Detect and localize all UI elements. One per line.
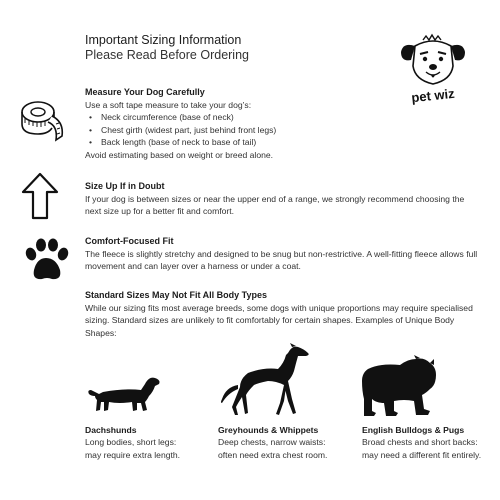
section-comfort	[85, 235, 480, 273]
body-shape-greyhound	[218, 424, 343, 461]
section-heading: Standard Sizes May Not Fit All Body Types	[85, 290, 268, 300]
shape-line: Deep chests, narrow waists:	[218, 437, 326, 448]
logo-text: pet wiz	[410, 85, 456, 106]
tape-measure-icon	[18, 96, 68, 144]
bulldog-silhouette	[360, 355, 438, 417]
list-item: • Neck circumference (base of neck)	[97, 111, 480, 124]
page-title: Important Sizing Information	[85, 33, 242, 47]
section-measure	[85, 86, 480, 162]
shape-title: Dachshunds	[85, 425, 137, 435]
section-body: The fleece is slightly stretchy and designed to be snug but non-restrictive. A well-fitting fleece allows full movement and can layer over a harness or under a coat.	[85, 248, 478, 272]
paw-print-icon	[22, 238, 70, 282]
section-heading: Measure Your Dog Carefully	[85, 87, 205, 97]
body-shape-bulldog	[362, 424, 492, 461]
section-outro: Avoid estimating based on weight or breed alone.	[85, 149, 274, 160]
greyhound-silhouette	[218, 341, 312, 419]
measurement-list	[85, 111, 480, 149]
list-item: • Chest girth (widest part, just behind front legs)	[97, 124, 480, 137]
shape-line: Long bodies, short legs:	[85, 437, 177, 448]
section-heading: Size Up If in Doubt	[85, 181, 165, 191]
section-body: While our sizing fits most average breeds, some dogs with unique proportions may require specialised sizing. Standard sizes are unlikely to fit comfortably for certain shapes. Examples of Unique Body Shapes:	[85, 302, 473, 338]
shape-line: Broad chests and short backs:	[362, 437, 478, 448]
shape-line: may require extra length.	[85, 449, 181, 460]
page-subtitle: Please Read Before Ordering	[85, 48, 249, 62]
dachshund-silhouette	[85, 370, 161, 416]
section-intro: Use a soft tape measure to take your dog’s:	[85, 99, 252, 110]
shape-line: often need extra chest room.	[218, 449, 328, 460]
section-size-up	[85, 180, 480, 218]
section-body-types	[85, 289, 480, 339]
body-shape-dachshund	[85, 424, 210, 461]
shape-title: English Bulldogs & Pugs	[362, 425, 465, 435]
up-arrow-icon	[20, 171, 60, 221]
shape-line: may need a different fit entirely.	[362, 449, 482, 460]
shape-title: Greyhounds & Whippets	[218, 425, 319, 435]
section-body: If your dog is between sizes or near the upper end of a range, we strongly recommend choosing the next size up for a better fit and comfort.	[85, 193, 465, 217]
section-heading: Comfort-Focused Fit	[85, 236, 174, 246]
list-item: • Back length (base of neck to base of tail)	[97, 136, 480, 149]
